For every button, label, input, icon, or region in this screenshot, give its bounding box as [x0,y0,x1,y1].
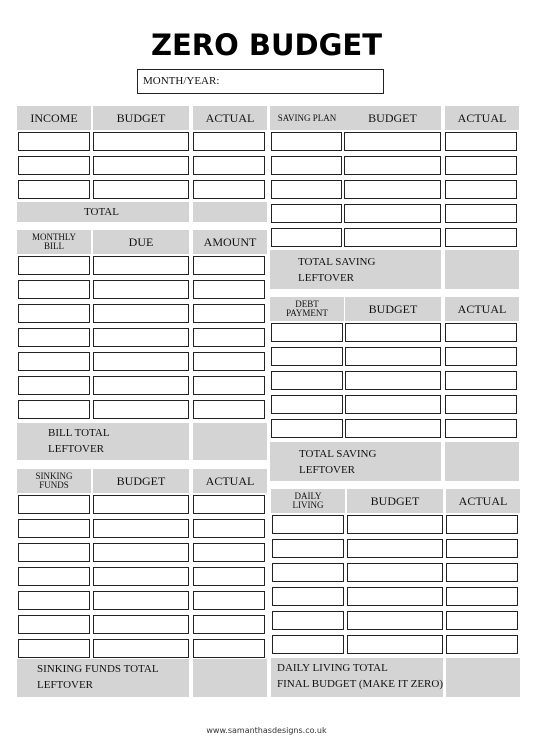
debt-payment-budget-cell[interactable] [345,419,441,438]
sinking-funds-budget-cell[interactable] [93,615,189,634]
debt-payment-cell[interactable] [271,419,343,438]
website-url: www.samanthasdesigns.co.uk [206,726,327,735]
income-section [17,106,267,222]
daily-living-budget-header: BUDGET [347,489,443,513]
monthly-bill-amount-cell[interactable] [193,376,265,395]
daily-living-total-label: DAILY LIVING TOTAL [277,662,388,674]
sinking-funds-cell[interactable] [18,567,90,586]
daily-living-cell[interactable] [272,611,344,630]
monthly-bill-cell[interactable] [18,376,90,395]
daily-living-actual-cell[interactable] [446,563,518,582]
daily-living-cell[interactable] [272,515,344,534]
monthly-bill-due-cell[interactable] [93,328,189,347]
sinking-funds-actual-cell[interactable] [193,591,265,610]
saving-plan-cell[interactable] [271,204,342,223]
sinking-funds-actual-cell[interactable] [193,495,265,514]
income-cell[interactable] [18,180,90,199]
daily-living-budget-cell[interactable] [347,611,443,630]
debt-payment-actual-cell[interactable] [445,347,517,366]
monthly-bill-amount-cell[interactable] [193,304,265,323]
sinking-funds-budget-cell[interactable] [93,543,189,562]
daily-living-actual-cell[interactable] [446,515,518,534]
monthly-bill-cell[interactable] [18,256,90,275]
debt-payment-actual-cell[interactable] [445,419,517,438]
income-header: INCOME [17,106,91,130]
debt-payment-header: DEBT PAYMENT [270,297,344,321]
debt-payment-cell[interactable] [271,395,343,414]
daily-living-budget-cell[interactable] [347,563,443,582]
saving-plan-actual-cell[interactable] [445,204,517,223]
daily-living-budget-cell[interactable] [347,587,443,606]
debt-payment-cell[interactable] [271,347,343,366]
sinking-funds-budget-cell[interactable] [93,519,189,538]
sinking-funds-budget-cell[interactable] [93,567,189,586]
page-title: ZERO BUDGET [150,28,383,62]
daily-living-cell[interactable] [272,563,344,582]
month-year-label: MONTH/YEAR: [143,75,220,87]
saving-plan-budget-cell[interactable] [344,132,441,151]
sinking-funds-budget-cell[interactable] [93,591,189,610]
month-year-field[interactable] [137,69,384,94]
income-total-label: TOTAL [84,206,119,218]
daily-living-section [271,489,520,697]
daily-living-header: DAILY LIVING [271,489,345,513]
monthly-bill-cell[interactable] [18,304,90,323]
sinking-funds-header: SINKING FUNDS [17,469,91,493]
saving-plan-total-actual [445,250,519,289]
sinking-funds-total-label: SINKING FUNDS TOTAL [37,663,159,675]
sinking-funds-cell[interactable] [18,519,90,538]
sinking-funds-actual-cell[interactable] [193,519,265,538]
income-actual-header: ACTUAL [193,106,267,130]
monthly-bill-cell[interactable] [18,352,90,371]
sinking-funds-actual-cell[interactable] [193,615,265,634]
saving-plan-actual-cell[interactable] [445,228,517,247]
income-budget-cell[interactable] [93,132,189,151]
sinking-funds-section [17,469,267,697]
income-budget-cell[interactable] [93,156,189,175]
income-actual-cell[interactable] [193,132,265,151]
sinking-funds-cell[interactable] [18,639,90,658]
sinking-funds-total-actual [193,659,267,697]
income-cell[interactable] [18,132,90,151]
sinking-funds-cell[interactable] [18,495,90,514]
income-actual-cell[interactable] [193,180,265,199]
saving-plan-total-label: TOTAL SAVING [298,256,376,268]
monthly-bill-amount-cell[interactable] [193,256,265,275]
daily-living-budget-cell[interactable] [347,635,443,654]
sinking-funds-cell[interactable] [18,591,90,610]
debt-payment-total-actual [445,442,519,481]
monthly-bill-cell[interactable] [18,400,90,419]
daily-living-cell[interactable] [272,587,344,606]
saving-plan-cell[interactable] [271,180,342,199]
monthly-bill-header: MONTHLY BILL [17,230,91,254]
sinking-funds-actual-cell[interactable] [193,639,265,658]
debt-payment-actual-header: ACTUAL [445,297,519,321]
debt-payment-budget-cell[interactable] [345,395,441,414]
daily-living-cell[interactable] [272,539,344,558]
final-budget-label: FINAL BUDGET (MAKE IT ZERO) [277,678,444,690]
bill-leftover-label: LEFTOVER [48,443,105,455]
daily-living-actual-cell[interactable] [446,635,518,654]
daily-living-actual-cell[interactable] [446,539,518,558]
debt-payment-actual-cell[interactable] [445,395,517,414]
monthly-bill-cell[interactable] [18,328,90,347]
saving-plan-budget-cell[interactable] [344,204,441,223]
income-cell[interactable] [18,156,90,175]
monthly-bill-cell[interactable] [18,280,90,299]
daily-living-actual-header: ACTUAL [446,489,520,513]
monthly-bill-due-cell[interactable] [93,256,189,275]
saving-plan-actual-cell[interactable] [445,180,517,199]
monthly-bill-amount-cell[interactable] [193,352,265,371]
saving-plan-actual-header: ACTUAL [445,106,519,130]
sinking-funds-budget-cell[interactable] [93,495,189,514]
sinking-funds-actual-cell[interactable] [193,543,265,562]
monthly-bill-section [17,230,267,460]
income-budget-cell[interactable] [93,180,189,199]
saving-plan-actual-cell[interactable] [445,132,517,151]
saving-plan-cell[interactable] [271,132,342,151]
monthly-bill-due-cell[interactable] [93,400,189,419]
sinking-funds-cell[interactable] [18,615,90,634]
debt-payment-section [270,297,519,481]
monthly-bill-due-cell[interactable] [93,376,189,395]
monthly-bill-due-cell[interactable] [93,280,189,299]
debt-payment-cell[interactable] [271,371,343,390]
daily-living-actual-cell[interactable] [446,587,518,606]
saving-plan-section [270,106,519,289]
monthly-bill-due-header: DUE [93,230,189,254]
saving-plan-budget-cell[interactable] [344,180,441,199]
debt-payment-budget-cell[interactable] [345,347,441,366]
monthly-bill-amount-cell[interactable] [193,400,265,419]
monthly-bill-amount-cell[interactable] [193,328,265,347]
debt-payment-cell[interactable] [271,323,343,342]
debt-payment-actual-cell[interactable] [445,323,517,342]
debt-payment-budget-cell[interactable] [345,371,441,390]
daily-living-cell[interactable] [272,635,344,654]
income-budget-header: BUDGET [93,106,189,130]
saving-plan-budget-cell[interactable] [344,156,441,175]
debt-payment-leftover-label: LEFTOVER [299,464,356,476]
income-total-actual [193,202,267,222]
daily-living-actual-cell[interactable] [446,611,518,630]
income-actual-cell[interactable] [193,156,265,175]
bill-total-label: BILL TOTAL [48,427,110,439]
debt-payment-budget-cell[interactable] [345,323,441,342]
debt-payment-budget-header: BUDGET [345,297,441,321]
sinking-funds-actual-cell[interactable] [193,567,265,586]
monthly-bill-due-cell[interactable] [93,304,189,323]
daily-living-budget-cell[interactable] [347,539,443,558]
saving-plan-leftover-label: LEFTOVER [298,272,355,284]
saving-plan-budget-cell[interactable] [344,228,441,247]
monthly-bill-amount-cell[interactable] [193,280,265,299]
saving-plan-budget-header: BUDGET [344,106,441,130]
sinking-funds-budget-cell[interactable] [93,639,189,658]
saving-plan-cell[interactable] [271,228,342,247]
daily-living-budget-cell[interactable] [347,515,443,534]
sinking-funds-actual-header: ACTUAL [193,469,267,493]
debt-payment-actual-cell[interactable] [445,371,517,390]
bill-total-actual [193,423,267,460]
daily-living-total-actual [446,658,520,697]
debt-payment-total-label: TOTAL SAVING [299,448,377,460]
sinking-funds-leftover-label: LEFTOVER [37,679,94,691]
monthly-bill-amount-header: AMOUNT [193,230,267,254]
monthly-bill-due-cell[interactable] [93,352,189,371]
saving-plan-actual-cell[interactable] [445,156,517,175]
saving-plan-cell[interactable] [271,156,342,175]
sinking-funds-budget-header: BUDGET [93,469,189,493]
sinking-funds-cell[interactable] [18,543,90,562]
saving-plan-header: SAVING PLAN [270,106,344,130]
